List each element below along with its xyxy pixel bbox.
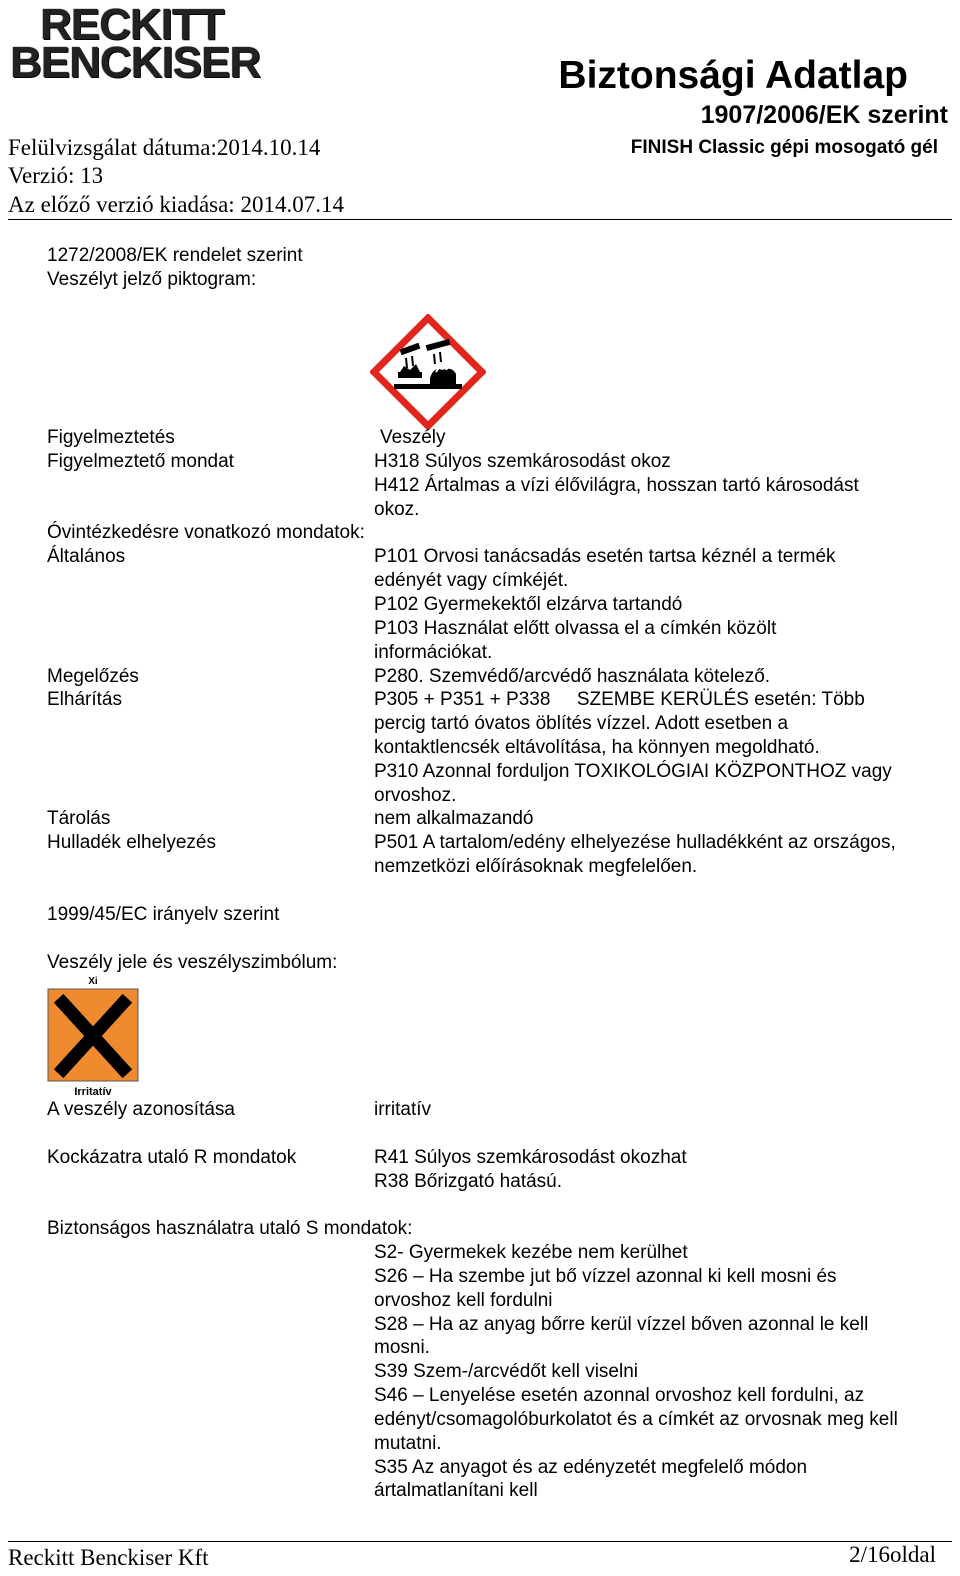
s-phrase: S28 – Ha az anyag bőrre kerül vízzel bőven azonnal le kell [374,1314,869,1335]
company-logo [10,0,261,90]
disposal-label: Hulladék elhelyezés [47,832,216,853]
hazard-identification-label: A veszély azonosítása [47,1099,235,1120]
response-statement: orvoshoz. [374,785,457,806]
hazard-statement: okoz. [374,499,420,520]
response-statement: P310 Azonnal forduljon TOXIKOLÓGIAI KÖZPONTHOZ vagy [374,761,892,782]
xi-symbol-caption: Irritatív [74,1086,112,1098]
disposal-statement: P501 A tartalom/edény elhelyezése hulladékként az országos, [374,832,896,853]
response-statement: percig tartó óvatos öblítés vízzel. Adott esetben a [374,713,789,734]
r-phrases-label: Kockázatra utaló R mondatok [47,1147,297,1168]
footer-divider [8,1541,952,1542]
general-label: Általános [47,546,126,567]
xi-irritant-symbol-icon [47,975,139,1099]
ghs-corrosion-pictogram-icon [370,314,486,430]
signal-word: Veszély [380,427,446,448]
s-phrase: S2- Gyermekek kezébe nem kerülhet [374,1242,688,1263]
s-phrase: S26 – Ha szembe jut bő vízzel azonnal ki kell mosni és [374,1266,837,1287]
general-statement: információkat. [374,642,493,663]
page-number: 2/16oldal [849,1542,936,1567]
response-statement: P305 + P351 + P338 SZEMBE KERÜLÉS esetén: Több [374,689,865,710]
footer-company: Reckitt Benckiser Kft [8,1545,209,1570]
logo-line-1: RECKITT [40,0,224,49]
prevention-label: Megelőzés [47,666,139,687]
s-phrase: mosni. [374,1337,430,1358]
r-phrase: R41 Súlyos szemkárosodást okozhat [374,1147,687,1168]
previous-version-date: Az előző verzió kiadása: 2014.07.14 [8,192,344,217]
version-number: Verzió: 13 [8,163,104,188]
disposal-statement: nemzetközi előírásoknak megfelelően. [374,856,698,877]
document-regulation: 1907/2006/EK szerint [700,101,948,129]
signal-word-label: Figyelmeztetés [47,427,175,448]
hazard-statement: H318 Súlyos szemkárosodást okoz [374,451,671,472]
s-phrase: S35 Az anyagot és az edényzetét megfelelő módon [374,1457,808,1478]
hazard-statement: H412 Ártalmas a vízi élővilágra, hosszan tartó károsodást [374,475,859,496]
s-phrase: S46 – Lenyelése esetén azonnal orvoshoz kell fordulni, az [374,1385,865,1406]
hazard-statement-label: Figyelmeztető mondat [47,451,234,472]
response-statement: kontaktlencsék eltávolítása, ha könnyen megoldható. [374,737,820,758]
header-divider [8,219,952,220]
product-name: FINISH Classic gépi mosogató gél [630,137,938,158]
hazard-symbol-label: Veszély jele és veszélyszimbólum: [47,952,338,973]
document-title: Biztonsági Adatlap [558,54,908,97]
s-phrase: S39 Szem-/arcvédőt kell viselni [374,1361,638,1382]
hazard-identification: irritatív [374,1099,431,1120]
logo-line-2: BENCKISER [10,38,261,87]
precautionary-label: Óvintézkedésre vonatkozó mondatok: [47,522,365,543]
response-label: Elhárítás [47,689,122,710]
general-statement: P102 Gyermekektől elzárva tartandó [374,594,683,615]
revision-date: Felülvizsgálat dátuma:2014.10.14 [8,135,321,160]
storage-statement: nem alkalmazandó [374,808,534,829]
s-phrase: ártalmatlanítani kell [374,1480,538,1501]
general-statement: edényét vagy címkéjét. [374,570,569,591]
clp-regulation: 1272/2008/EK rendelet szerint [47,245,303,266]
s-phrases-label: Biztonságos használatra utaló S mondatok: [47,1218,413,1239]
s-phrase: edényt/csomagolóburkolatot és a címkét az orvosnak meg kell [374,1409,898,1430]
pictogram-label: Veszélyt jelző piktogram: [47,269,257,290]
xi-symbol-code: Xi [88,976,98,987]
dsd-directive: 1999/45/EC irányelv szerint [47,904,280,925]
r-phrase: R38 Bőrizgató hatású. [374,1171,563,1192]
general-statement: P101 Orvosi tanácsadás esetén tartsa kéznél a termék [374,546,836,567]
prevention-statement: P280. Szemvédő/arcvédő használata kötelező. [374,666,771,687]
general-statement: P103 Használat előtt olvassa el a címkén közölt [374,618,777,639]
storage-label: Tárolás [47,808,111,829]
s-phrase: mutatni. [374,1433,442,1454]
s-phrase: orvoshoz kell fordulni [374,1290,553,1311]
